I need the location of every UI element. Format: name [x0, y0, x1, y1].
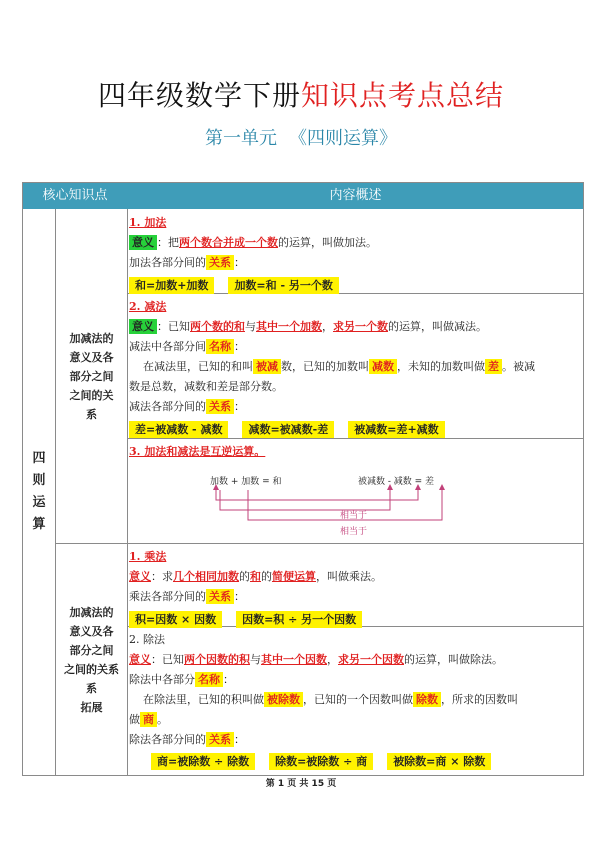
- section-division: 2. 除法 意义：已知两个因数的积与其中一个因数，求另一个因数的运算，叫做除法。 除法中各部分 名称 ： 在除法里，已知的积叫做 被除数 ，已知的一个因数叫做 除数 ，所求的因数叫 做 商 。 除法各部分间的 关系 ： 商=被除数 ÷ 除数 除数=被除数 ÷ 商 被除数=商 × 除数: [129, 633, 518, 768]
- formula: 因数=积 ÷ 另一个因数: [236, 611, 362, 628]
- formula: 被减数=差+减数: [348, 421, 444, 438]
- meaning-label: 意义: [129, 570, 151, 583]
- formula: 减数=被减数-差: [242, 421, 334, 438]
- header-core-points: 核心知识点: [42, 188, 108, 203]
- formula: 商=被除数 ÷ 除数: [151, 753, 255, 770]
- formula: 差=被减数 - 减数: [129, 421, 228, 438]
- diagram-subtraction: 被减数 - 减数 = 差: [358, 477, 435, 487]
- section-inverse: [129, 442, 579, 462]
- diagram-addition: 加数 + 加数 = 和: [210, 477, 282, 487]
- meaning-label: 意义: [129, 235, 157, 250]
- arrow-bracket: [216, 490, 418, 500]
- page-footer: 第 1 页 共 15 页: [265, 779, 337, 789]
- meaning-label: 意义: [129, 653, 151, 666]
- formula: 积=因数 × 因数: [129, 611, 222, 628]
- addition-heading: 1. 加法: [129, 216, 167, 229]
- unit-subtitle: [0, 124, 602, 150]
- section-multiplication: 1. 乘法 意义：求几个相同加数的和的简便运算，叫做乘法。 乘法各部分间的 关系 ： 积=因数 × 因数 因数=积 ÷ 另一个因数: [129, 550, 382, 626]
- subtraction-heading: 2. 减法: [129, 300, 167, 313]
- formula: 除数=被除数 ÷ 商: [269, 753, 373, 770]
- meaning-label: 意义: [129, 319, 157, 334]
- unit-name: 《四则运算》: [289, 128, 397, 149]
- division-heading: 2. 除法: [129, 633, 165, 646]
- diagram-equivalent-2: 相当于: [340, 527, 368, 537]
- inverse-diagram: [208, 466, 460, 538]
- formula: 被除数=商 × 除数: [387, 753, 491, 770]
- page-title: [0, 74, 602, 114]
- unit-label: 第一单元: [205, 128, 277, 149]
- diagram-equivalent-1: 相当于: [340, 511, 368, 521]
- title-highlight: 知识点考点总结: [301, 79, 505, 112]
- arrow-head-icon: [439, 484, 445, 490]
- title-main: 四年级数学下册: [97, 79, 301, 112]
- multiplication-heading: 1. 乘法: [129, 550, 167, 563]
- formula: 和=加数+加数: [129, 277, 214, 294]
- section-addition: 1. 加法 意义 ：把两个数合并成一个数的运算，叫做加法。 加法各部分间的 关系 ： 和=加数+加数 加数=和 - 另一个数: [129, 216, 377, 292]
- header-overview: 内容概述: [329, 188, 382, 203]
- category-four-operations: 四 则 运 算: [32, 451, 46, 532]
- inverse-heading: 3. 加法和减法是互逆运算。: [129, 445, 266, 458]
- grid-line: [56, 543, 583, 544]
- table-header: [23, 183, 583, 209]
- topic-add-sub: 加减法的 意义及各 部分之间 之间的关 系: [69, 331, 114, 421]
- formula: 加数=和 - 另一个数: [228, 277, 338, 294]
- section-subtraction: 2. 减法 意义 ：已知两个数的和与其中一个加数，求另一个数的运算，叫做减法。 减法中各部分间 名称 ： 在减法里，已知的和叫 被减 数，已知的加数叫 减数 ，未知的加数叫做 差 。被减 数是总数，减数和差是部分数。 减法各部分间的 关系 ： 差=被减数 - 减数 减数=被减数-差 被减数=差+减数: [129, 300, 535, 436]
- topic-extension: 加减法的 意义及各 部分之间 之间的关系 系 拓展: [64, 605, 119, 714]
